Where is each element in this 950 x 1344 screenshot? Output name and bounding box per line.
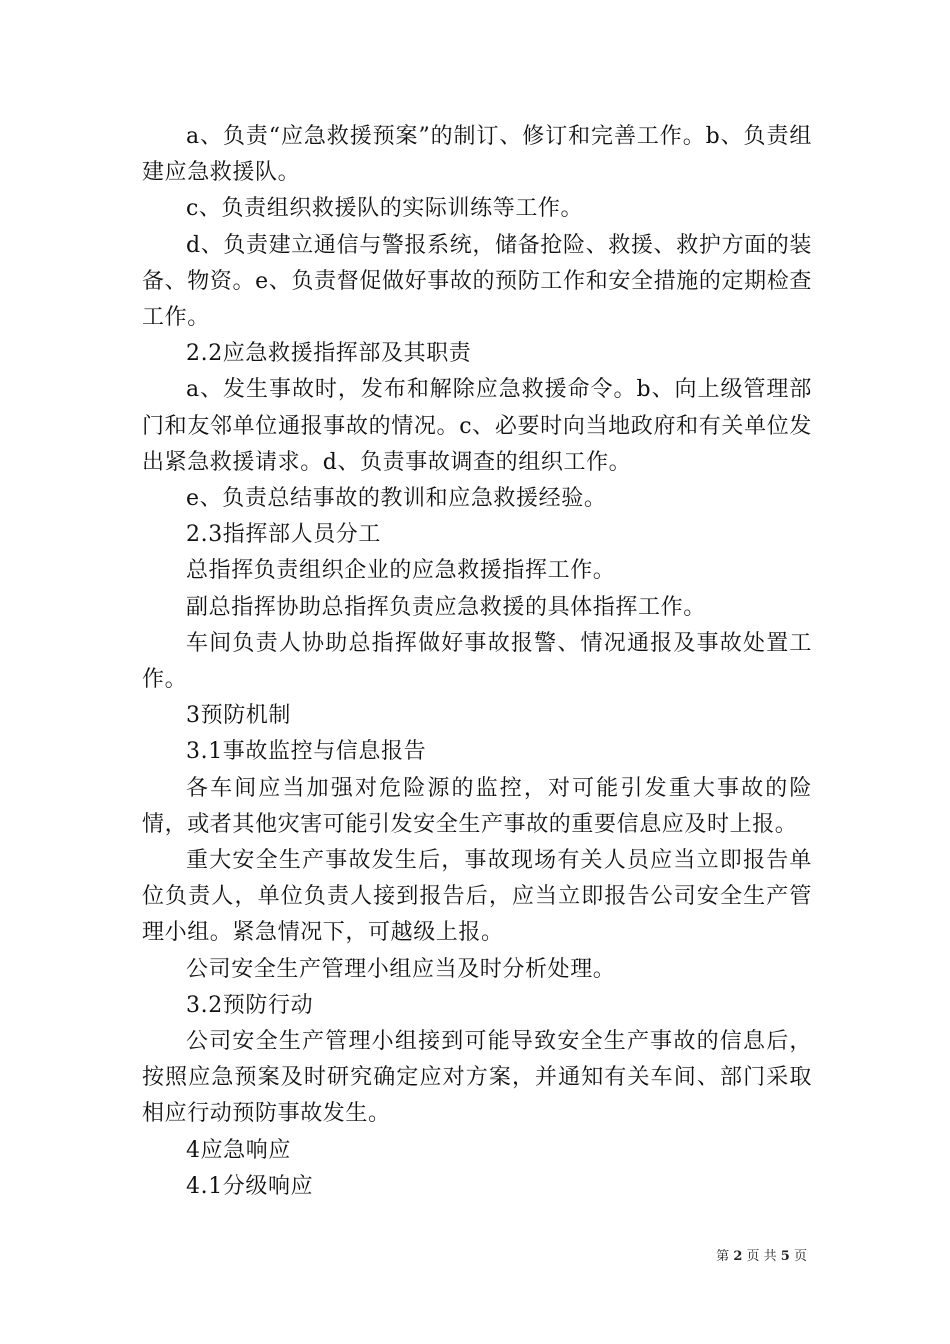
section-heading-2-3: 2.3指挥部人员分工 [186, 522, 381, 548]
paragraph-chief-commander: 总指挥负责组织企业的应急救援指挥工作。 [186, 558, 616, 584]
section-heading-3-1: 3.1事故监控与信息报告 [186, 739, 427, 765]
paragraph-duty-d-e: d、负责建立通信与警报系统，储备抢险、救援、救护方面的装备、物资。e、负责督促做好事故的预防工作和安全措施的定期检查工作。 [142, 232, 812, 331]
paragraph-command-duties: a、发生事故时，发布和解除应急救援命令。b、向上级管理部门和友邻单位通报事故的情况。c、必要时向当地政府和有关单位发出紧急救援请求。d、负责事故调查的组织工作。 [142, 377, 812, 475]
paragraph-duty-c: c、负责组织救援队的实际训练等工作。 [186, 196, 584, 222]
paragraph-monitoring: 各车间应当加强对危险源的监控，对可能引发重大事故的险情，或者其他灾害可能引发安全生产事故的重要信息应及时上报。 [142, 775, 812, 837]
document-body [142, 119, 812, 1205]
section-heading-3-2: 3.2预防行动 [186, 992, 314, 1018]
paragraph-deputy-commander: 副总指挥协助总指挥负责应急救援的具体指挥工作。 [186, 594, 706, 620]
footer-suffix: 页 [793, 1249, 807, 1264]
page-footer [716, 1249, 807, 1265]
section-heading-4-1: 4.1分级响应 [186, 1173, 314, 1199]
section-heading-3: 3预防机制 [186, 703, 291, 729]
paragraph-workshop-head: 车间负责人协助总指挥做好事故报警、情况通报及事故处置工作。 [142, 630, 812, 693]
section-heading-4: 4应急响应 [186, 1137, 291, 1163]
footer-prefix: 第 [716, 1249, 730, 1264]
section-heading-2-2: 2.2应急救援指挥部及其职责 [186, 341, 472, 367]
paragraph-duty-a-b: a、负责“应急救援预案”的制订、修订和完善工作。b、负责组建应急救援队。 [142, 124, 812, 186]
paragraph-analysis: 公司安全生产管理小组应当及时分析处理。 [186, 956, 616, 982]
current-page-number: 2 [733, 1249, 743, 1264]
paragraph-command-duty-e: e、负责总结事故的教训和应急救援经验。 [186, 486, 607, 512]
paragraph-reporting: 重大安全生产事故发生后，事故现场有关人员应当立即报告单位负责人，单位负责人接到报告后，应当立即报告公司安全生产管理小组。紧急情况下，可越级上报。 [142, 848, 812, 946]
paragraph-prevention-action: 公司安全生产管理小组接到可能导致安全生产事故的信息后，按照应急预案及时研究确定应对方案，并通知有关车间、部门采取相应行动预防事故发生。 [142, 1029, 812, 1127]
total-page-number: 5 [780, 1249, 790, 1264]
footer-middle: 页 共 [746, 1249, 777, 1264]
